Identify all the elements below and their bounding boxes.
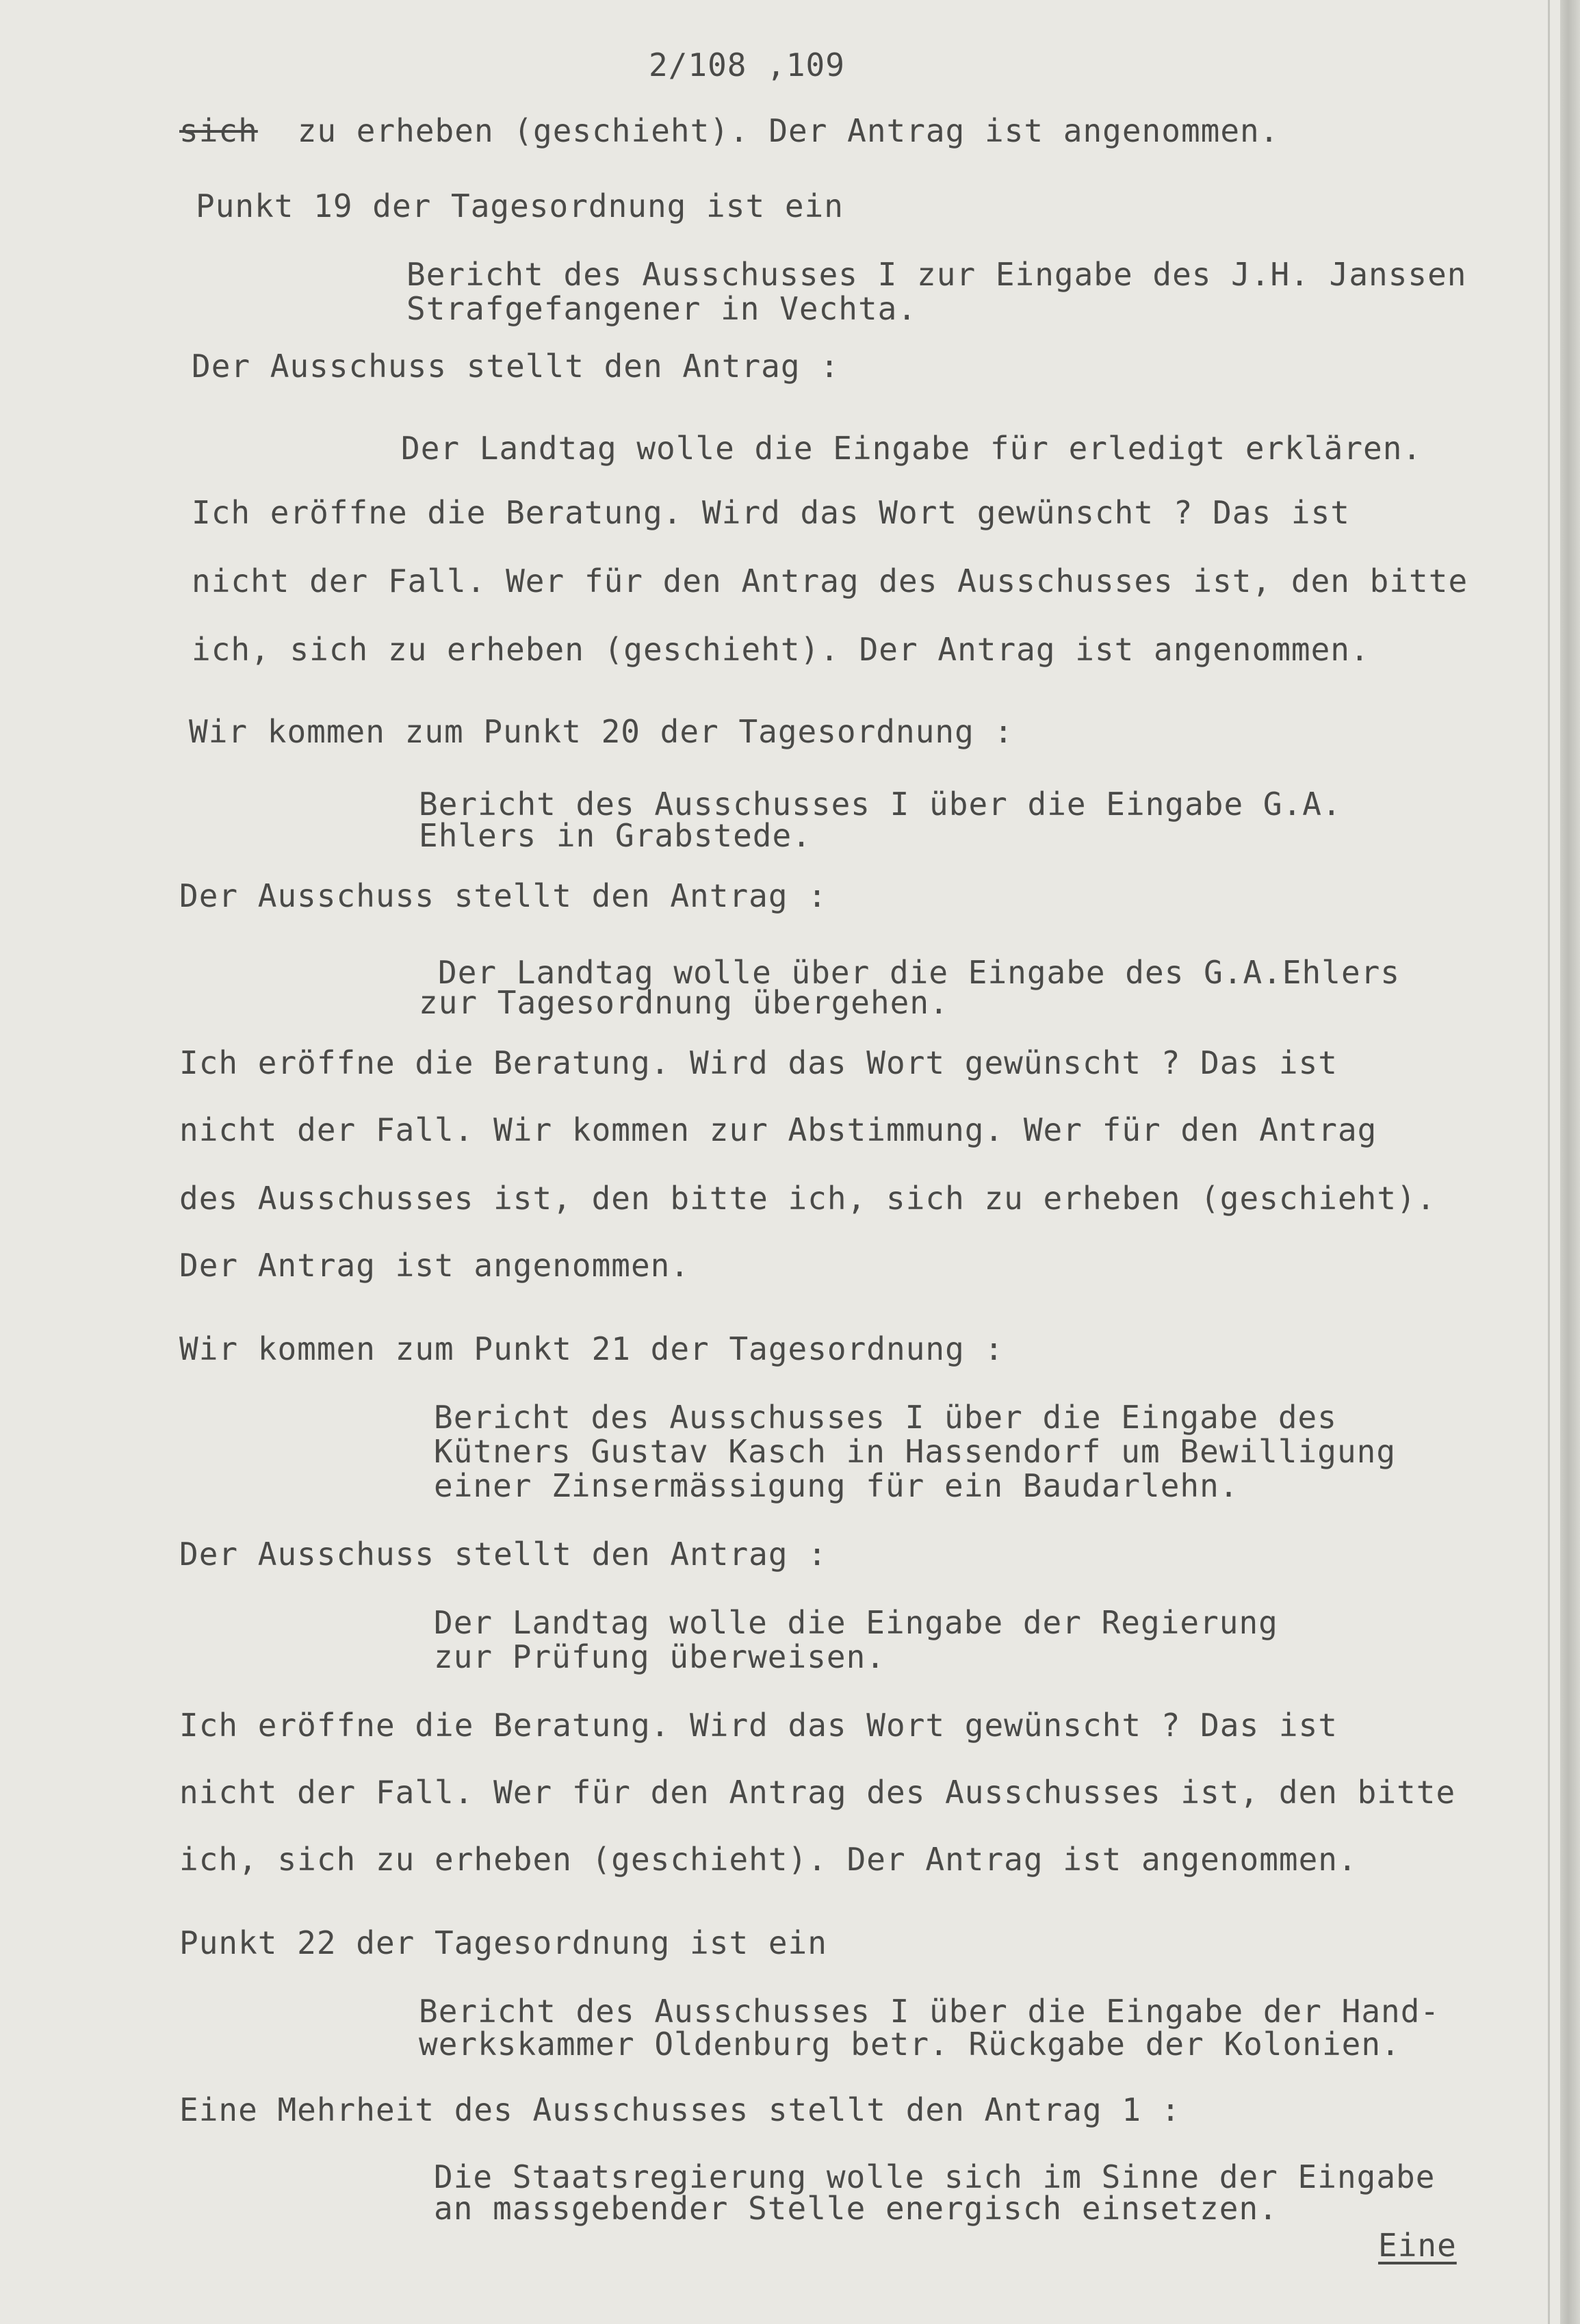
page-number: 2/108 ,109 [649,47,845,83]
text-line: Der Ausschuss stellt den Antrag : [179,1536,827,1573]
page-fold [1548,0,1550,2324]
text-line: Der Ausschuss stellt den Antrag : [192,348,840,385]
text-line: Ich eröffne die Beratung. Wird das Wort gewünscht ? Das ist [179,1044,1338,1081]
text-line: Wir kommen zum Punkt 20 der Tagesordnung : [189,713,1014,750]
quoted-line: Die Staatsregierung wolle sich im Sinne der Eingabe [434,2158,1436,2195]
quoted-line: Der Landtag wolle die Eingabe der Regierung [434,1604,1278,1641]
text-line: nicht der Fall. Wir kommen zur Abstimmung. Wer für den Antrag [179,1111,1377,1148]
text-line: ich, sich zu erheben (geschieht). Der Antrag ist angenommen. [192,631,1370,668]
quoted-line: zur Prüfung überweisen. [434,1638,885,1675]
text-line: nicht der Fall. Wer für den Antrag des Ausschusses ist, den bitte [179,1774,1456,1811]
text-line: Wir kommen zum Punkt 21 der Tagesordnung : [179,1330,1005,1367]
struck-word: sich [179,112,258,149]
text-line: Der Antrag ist angenommen. [179,1247,690,1284]
text-line: Ich eröffne die Beratung. Wird das Wort gewünscht ? Das ist [192,494,1350,531]
page-edge [1560,0,1580,2324]
text-line: des Ausschusses ist, den bitte ich, sich zu erheben (geschieht). [179,1180,1436,1217]
quoted-line: Bericht des Ausschusses I über die Eingabe des [434,1399,1337,1436]
text-line: Punkt 22 der Tagesordnung ist ein [179,1924,827,1961]
text-line: ich, sich zu erheben (geschieht). Der Antrag ist angenommen. [179,1841,1358,1878]
text-line: zu erheben (geschieht). Der Antrag ist angenommen. [278,112,1280,149]
quoted-line: Der Landtag wolle die Eingabe für erledigt erklären. [401,430,1423,467]
text-line: Punkt 19 der Tagesordnung ist ein [196,188,844,224]
quoted-line: Kütners Gustav Kasch in Hassendorf um Bewilligung [434,1433,1397,1470]
text-line: Eine Mehrheit des Ausschusses stellt den Antrag 1 : [179,2091,1181,2128]
quoted-line: Bericht des Ausschusses I über die Eingabe G.A. [419,786,1342,823]
quoted-line: werkskammer Oldenburg betr. Rückgabe der Kolonien. [419,2026,1401,2063]
quoted-line: Strafgefangener in Vechta. [406,290,918,327]
catchword: Eine [1378,2227,1457,2264]
text-line: Ich eröffne die Beratung. Wird das Wort gewünscht ? Das ist [179,1707,1338,1744]
quoted-line: einer Zinsermässigung für ein Baudarlehn. [434,1467,1239,1504]
text-line: nicht der Fall. Wer für den Antrag des Ausschusses ist, den bitte [192,563,1468,599]
quoted-line: an massgebender Stelle energisch einsetzen. [434,2190,1278,2227]
quoted-line: zur Tagesordnung übergehen. [419,984,949,1021]
quoted-line: Der Landtag wolle über die Eingabe des G.A.Ehlers [438,954,1401,991]
quoted-line: Ehlers in Grabstede. [419,817,812,854]
quoted-line: Bericht des Ausschusses I über die Eingabe der Hand- [419,1993,1440,2030]
quoted-line: Bericht des Ausschusses I zur Eingabe des J.H. Janssen [406,256,1467,293]
text-line: Der Ausschuss stellt den Antrag : [179,877,827,914]
